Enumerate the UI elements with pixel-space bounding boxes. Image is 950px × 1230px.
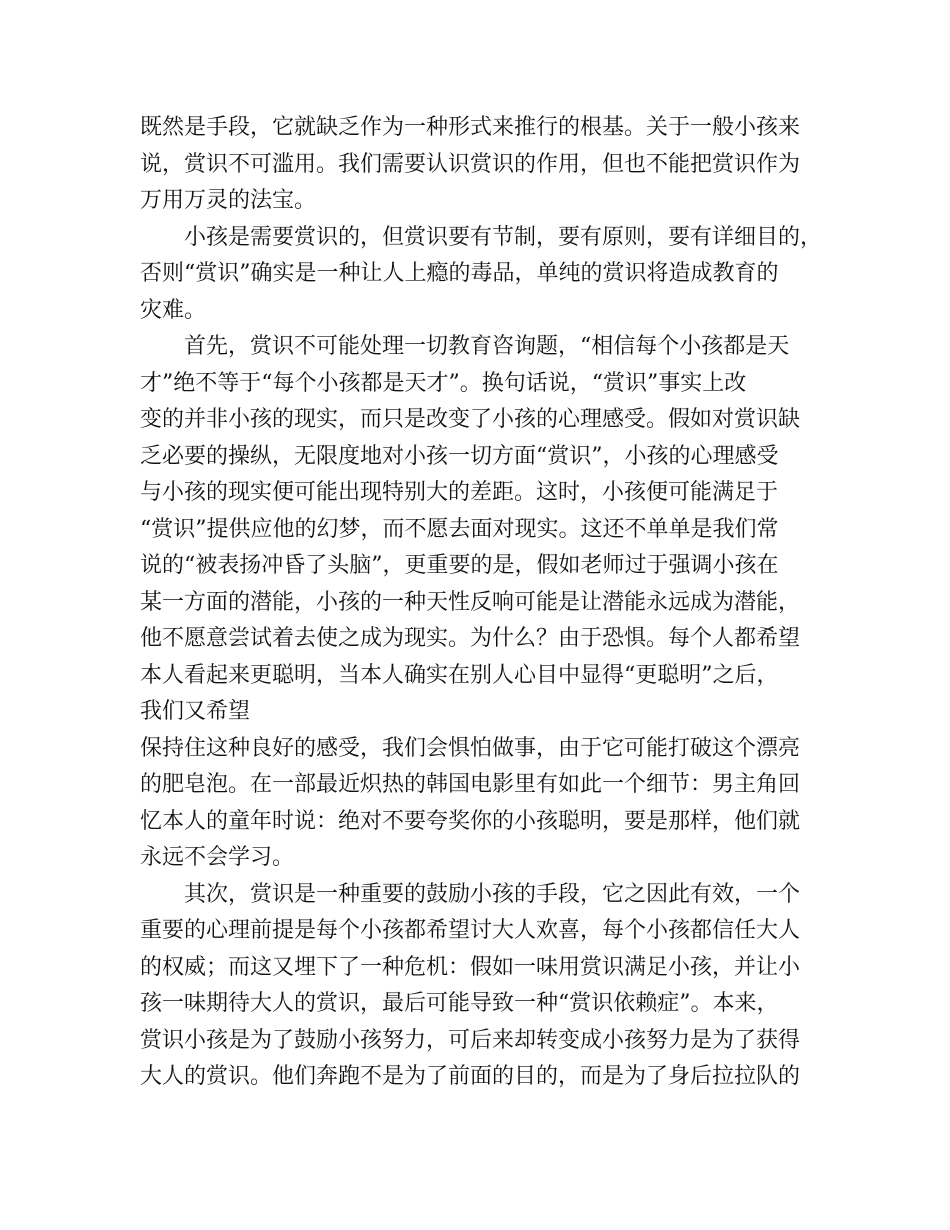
text-line: 说的“被表扬冲昏了头脑”，更重要的是，假如老师过于强调小孩在 — [140, 553, 779, 578]
text-line: 他不愿意尝试着去使之成为现实。为什么？由于恐惧。每个人都希望 — [140, 626, 801, 651]
text-line: 某一方面的潜能，小孩的一种天性反响可能是让潜能永远成为潜能， — [140, 589, 801, 615]
paragraph-start-line: 首先，赏识不可能处理一切教育咨询题，“相信每个小孩都是天 — [184, 334, 790, 359]
paragraph-start-line: 小孩是需要赏识的，但赏识要有节制，要有原则，要有详细目的， — [184, 224, 823, 250]
text-line: 灾难。 — [140, 297, 207, 323]
text-line: “赏识”提供应他的幻梦，而不愿去面对现实。这还不单单是我们常 — [140, 516, 779, 542]
paragraph-start-line: 其次，赏识是一种重要的鼓励小孩的手段，它之因此有效，一个 — [184, 881, 801, 907]
text-line: 重要的心理前提是每个小孩都希望讨大人欢喜，每个小孩都信任大人 — [140, 918, 801, 943]
text-line: 既然是手段，它就缺乏作为一种形式来推行的根基。关于一般小孩来 — [140, 115, 801, 140]
text-line: 忆本人的童年时说：绝对不要夸奖你的小孩聪明，要是那样，他们就 — [140, 808, 801, 834]
text-line: 孩一味期待大人的赏识，最后可能导致一种“赏识依赖症”。本来， — [140, 991, 779, 1016]
text-line: 保持住这种良好的感受，我们会惧怕做事，由于它可能打破这个漂亮 — [140, 735, 801, 761]
text-line: 与小孩的现实便可能出现特别大的差距。这时，小孩便可能满足于 — [140, 480, 779, 505]
text-line: 否则“赏识”确实是一种让人上瘾的毒品，单纯的赏识将造成教育的 — [140, 261, 779, 286]
text-line: 本人看起来更聪明，当本人确实在别人心目中显得“更聪明”之后， — [140, 662, 779, 688]
text-line: 的权威；而这又埋下了一种危机：假如一味用赏识满足小孩，并让小 — [140, 954, 801, 980]
text-line: 万用万灵的法宝。 — [140, 188, 317, 213]
text-line: 我们又希望 — [140, 699, 251, 724]
text-line: 的肥皂泡。在一部最近炽热的韩国电影里有如此一个细节：男主角回 — [140, 772, 801, 797]
text-line: 大人的赏识。他们奔跑不是为了前面的目的，而是为了身后拉拉队的 — [140, 1064, 801, 1089]
text-line: 乏必要的操纵，无限度地对小孩一切方面“赏识”，小孩的心理感受 — [140, 443, 779, 469]
text-line: 才”绝不等于“每个小孩都是天才”。换句话说，“赏识”事实上改 — [140, 370, 747, 396]
text-line: 说，赏识不可滥用。我们需要认识赏识的作用，但也不能把赏识作为 — [140, 151, 801, 177]
text-line: 赏识小孩是为了鼓励小孩努力，可后来却转变成小孩努力是为了获得 — [140, 1027, 801, 1053]
text-line: 永远不会学习。 — [140, 845, 295, 870]
text-line: 变的并非小孩的现实，而只是改变了小孩的心理感受。假如对赏识缺 — [140, 407, 801, 432]
document-body — [140, 110, 823, 1096]
